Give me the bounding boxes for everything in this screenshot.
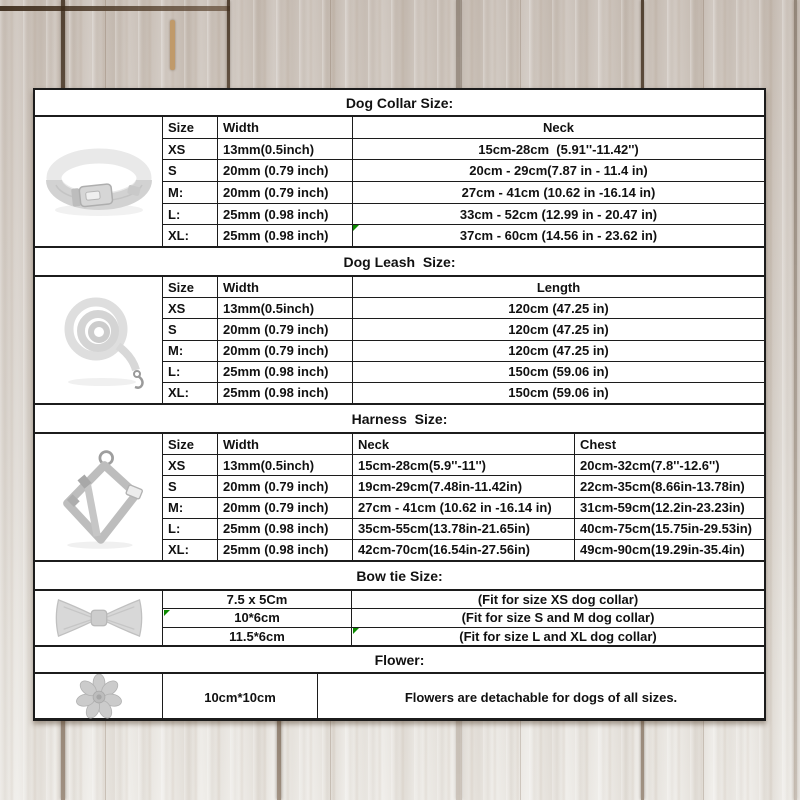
size-cell: 7.5 x 5Cm xyxy=(163,591,352,608)
column-header: Width xyxy=(218,117,353,138)
wood-board-horizontal-gap xyxy=(0,6,230,11)
length-cell: 150cm (59.06 in) xyxy=(508,364,609,380)
size-cell: XS xyxy=(163,298,218,318)
comment-marker xyxy=(353,225,359,231)
neck-cell: 37cm - 60cm (14.56 in - 23.62 in) xyxy=(459,228,658,244)
neck-cell: 27cm - 41cm (10.62 in -16.14 in) xyxy=(461,184,656,200)
neck-cell: 19cm-29cm(7.48in-11.42in) xyxy=(353,476,575,496)
column-header: Size xyxy=(163,434,218,454)
neck-cell: 20cm - 29cm(7.87 in - 11.4 in) xyxy=(469,163,648,179)
comment-marker xyxy=(164,610,170,616)
collar-section-title: Dog Collar Size: xyxy=(35,90,764,117)
column-header: Width xyxy=(218,277,353,297)
table-header-row xyxy=(163,434,764,455)
neck-cell: 42cm-70cm(16.54in-27.56in) xyxy=(353,540,575,560)
width-cell: 20mm (0.79 inch) xyxy=(218,160,353,181)
table-row xyxy=(163,225,764,246)
width-cell: 25mm (0.98 inch) xyxy=(218,383,353,403)
table-row xyxy=(163,476,764,497)
neck-cell: 15cm-28cm(5.9''-11'') xyxy=(353,455,575,475)
leash-photo-cell xyxy=(35,277,163,403)
table-row xyxy=(163,362,764,383)
column-header: Neck xyxy=(353,434,575,454)
column-header: Length xyxy=(536,279,581,295)
neck-cell: 27cm - 41cm (10.62 in -16.14 in) xyxy=(353,498,575,518)
size-cell: XS xyxy=(163,455,218,475)
size-cell: S xyxy=(163,160,218,181)
bow-tie-photo xyxy=(51,593,147,643)
width-cell: 25mm (0.98 inch) xyxy=(218,225,353,246)
size-chart-table xyxy=(33,88,766,721)
bowtie-section-title: Bow tie Size: xyxy=(35,560,764,591)
chest-cell: 22cm-35cm(8.66in-13.78in) xyxy=(580,478,745,494)
table-row xyxy=(163,383,764,403)
width-cell: 20mm (0.79 inch) xyxy=(218,341,353,361)
table-row xyxy=(163,540,764,560)
table-header-row xyxy=(163,117,764,139)
neck-cell: 15cm-28cm (5.91''-11.42'') xyxy=(478,141,639,157)
table-row xyxy=(163,498,764,519)
table-row xyxy=(163,609,764,627)
table-row xyxy=(163,319,764,340)
fit-cell: (Fit for size XS dog collar) xyxy=(477,592,639,608)
wood-crack xyxy=(170,20,175,70)
table-row xyxy=(163,519,764,540)
column-header: Chest xyxy=(580,436,617,452)
neck-cell: 33cm - 52cm (12.99 in - 20.47 in) xyxy=(459,206,658,222)
leash-section xyxy=(35,277,764,403)
size-cell: 10cm*10cm xyxy=(163,674,318,720)
table-row xyxy=(163,455,764,476)
flower-section-title: Flower: xyxy=(35,645,764,674)
width-cell: 25mm (0.98 inch) xyxy=(218,362,353,382)
table-row xyxy=(163,591,764,609)
size-cell: S xyxy=(163,476,218,496)
size-cell: L: xyxy=(163,204,218,225)
width-cell: 20mm (0.79 inch) xyxy=(218,319,353,339)
table-row xyxy=(163,341,764,362)
length-cell: 120cm (47.25 in) xyxy=(508,343,609,359)
size-cell: XL: xyxy=(163,540,218,560)
table-row xyxy=(163,182,764,204)
leash-section-title: Dog Leash Size: xyxy=(35,246,764,277)
size-cell: L: xyxy=(163,519,218,539)
width-cell: 13mm(0.5inch) xyxy=(218,298,353,318)
width-cell: 25mm (0.98 inch) xyxy=(218,540,353,560)
size-cell: 10*6cm xyxy=(163,609,352,626)
bowtie-section xyxy=(35,591,764,645)
length-cell: 120cm (47.25 in) xyxy=(508,321,609,337)
table-row xyxy=(163,674,764,720)
dog-harness-photo xyxy=(40,437,158,557)
column-header: Neck xyxy=(542,119,575,135)
chest-cell: 20cm-32cm(7.8''-12.6'') xyxy=(580,457,720,473)
width-cell: 20mm (0.79 inch) xyxy=(218,476,353,496)
dog-leash-photo xyxy=(44,284,154,396)
width-cell: 20mm (0.79 inch) xyxy=(218,182,353,203)
size-cell: XS xyxy=(163,139,218,160)
table-row xyxy=(163,160,764,182)
wood-plank-gap xyxy=(794,0,797,800)
fit-cell: Flowers are detachable for dogs of all sizes. xyxy=(404,689,678,705)
width-cell: 13mm(0.5inch) xyxy=(218,139,353,160)
size-cell: XL: xyxy=(163,383,218,403)
length-cell: 150cm (59.06 in) xyxy=(508,385,609,401)
flower-photo xyxy=(76,674,122,720)
size-cell: XL: xyxy=(163,225,218,246)
comment-marker xyxy=(353,628,359,634)
table-row xyxy=(163,628,764,645)
width-cell: 25mm (0.98 inch) xyxy=(218,519,353,539)
harness-section-title: Harness Size: xyxy=(35,403,764,434)
collar-section xyxy=(35,117,764,246)
column-header: Size xyxy=(163,277,218,297)
column-header: Width xyxy=(218,434,353,454)
chest-cell: 49cm-90cm(19.29in-35.4in) xyxy=(580,542,745,558)
size-cell: M: xyxy=(163,182,218,203)
column-header: Size xyxy=(163,117,218,138)
flower-section xyxy=(35,674,764,720)
table-row xyxy=(163,204,764,226)
size-cell: M: xyxy=(163,498,218,518)
collar-photo-cell xyxy=(35,117,163,246)
size-cell: 11.5*6cm xyxy=(163,628,352,645)
size-cell: S xyxy=(163,319,218,339)
fit-cell: (Fit for size L and XL dog collar) xyxy=(459,628,657,644)
flower-photo-cell xyxy=(35,674,163,720)
harness-photo-cell xyxy=(35,434,163,560)
bowtie-photo-cell xyxy=(35,591,163,645)
width-cell: 25mm (0.98 inch) xyxy=(218,204,353,225)
fit-cell: (Fit for size S and M dog collar) xyxy=(461,610,655,626)
width-cell: 13mm(0.5inch) xyxy=(218,455,353,475)
size-cell: L: xyxy=(163,362,218,382)
chest-cell: 40cm-75cm(15.75in-29.53in) xyxy=(580,521,752,537)
chest-cell: 31cm-59cm(12.2in-23.23in) xyxy=(580,500,745,516)
table-row xyxy=(163,139,764,161)
width-cell: 20mm (0.79 inch) xyxy=(218,498,353,518)
table-row xyxy=(163,298,764,319)
dog-collar-photo xyxy=(40,130,158,234)
neck-cell: 35cm-55cm(13.78in-21.65in) xyxy=(353,519,575,539)
size-cell: M: xyxy=(163,341,218,361)
table-header-row xyxy=(163,277,764,298)
length-cell: 120cm (47.25 in) xyxy=(508,300,609,316)
harness-section xyxy=(35,434,764,560)
